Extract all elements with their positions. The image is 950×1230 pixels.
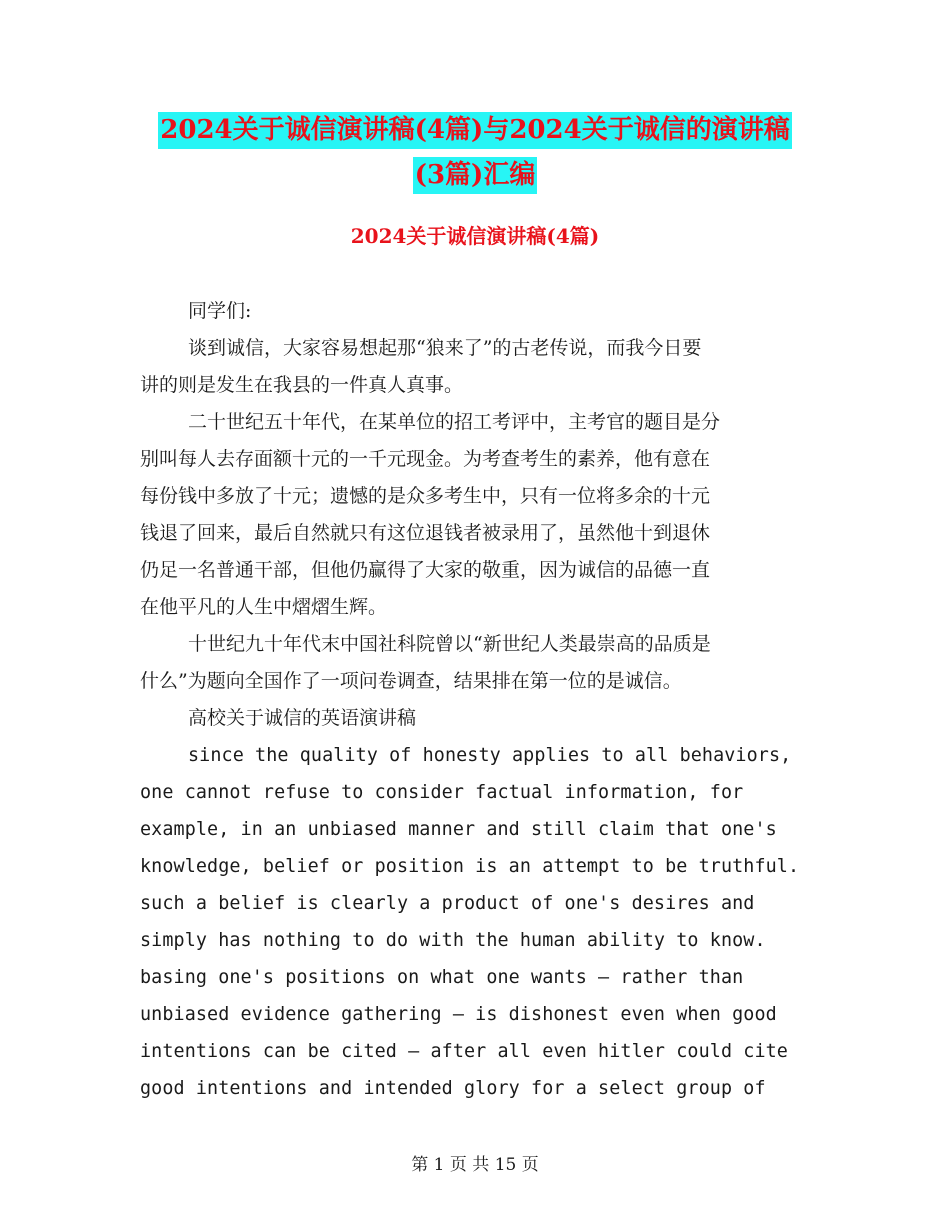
body-line: 别叫每人去存面额十元的一千元现金。为考查考生的素养，他有意在 [140, 448, 711, 470]
body-line: such a belief is clearly a product of one's desires and [140, 893, 755, 914]
body-text [140, 293, 800, 1107]
page-footer: 第 1 页 共 15 页 [411, 1155, 539, 1175]
body-line: 什么”为题向全国作了一项问卷调查，结果排在第一位的是诚信。 [140, 670, 682, 692]
body-line: 讲的则是发生在我县的一件真人真事。 [140, 374, 464, 396]
body-line: 十世纪九十年代末中国社科院曾以“新世纪人类最崇高的品质是 [188, 633, 711, 655]
body-line: 同学们: [188, 300, 252, 322]
body-line: 仍足一名普通干部，但他仍赢得了大家的敬重，因为诚信的品德一直 [140, 559, 711, 581]
document-title [0, 112, 950, 202]
body-line: basing one's positions on what one wants — rather than [140, 967, 744, 988]
body-line: simply has nothing to do with the human ability to know. [140, 930, 766, 951]
body-line: 高校关于诚信的英语演讲稿 [188, 707, 417, 729]
body-line: one cannot refuse to consider factual information, for [140, 782, 744, 803]
body-line: good intentions and intended glory for a select group of [140, 1078, 766, 1099]
body-line: 在他平凡的人生中熠熠生辉。 [140, 596, 388, 618]
document-title-line-2: (3篇)汇编 [413, 157, 538, 194]
body-line: unbiased evidence gathering — is dishonest even when good [140, 1004, 777, 1025]
body-line: 每份钱中多放了十元；遗憾的是众多考生中，只有一位将多余的十元 [140, 485, 711, 507]
body-line: 二十世纪五十年代，在某单位的招工考评中，主考官的题目是分 [188, 411, 721, 433]
body-line: knowledge, belief or position is an attempt to be truthful. [140, 856, 800, 877]
document-title-line-1: 2024关于诚信演讲稿(4篇)与2024关于诚信的演讲稿 [158, 112, 791, 149]
body-line: since the quality of honesty applies to all behaviors, [188, 745, 792, 766]
body-line: 钱退了回来，最后自然就只有这位退钱者被录用了，虽然他十到退休 [140, 522, 711, 544]
section-title: 2024关于诚信演讲稿(4篇) [350, 224, 600, 248]
body-line: 谈到诚信，大家容易想起那“狼来了”的古老传说，而我今日要 [188, 337, 702, 359]
body-line: intentions can be cited — after all even hitler could cite [140, 1041, 788, 1062]
body-line: example, in an unbiased manner and still claim that one's [140, 819, 777, 840]
